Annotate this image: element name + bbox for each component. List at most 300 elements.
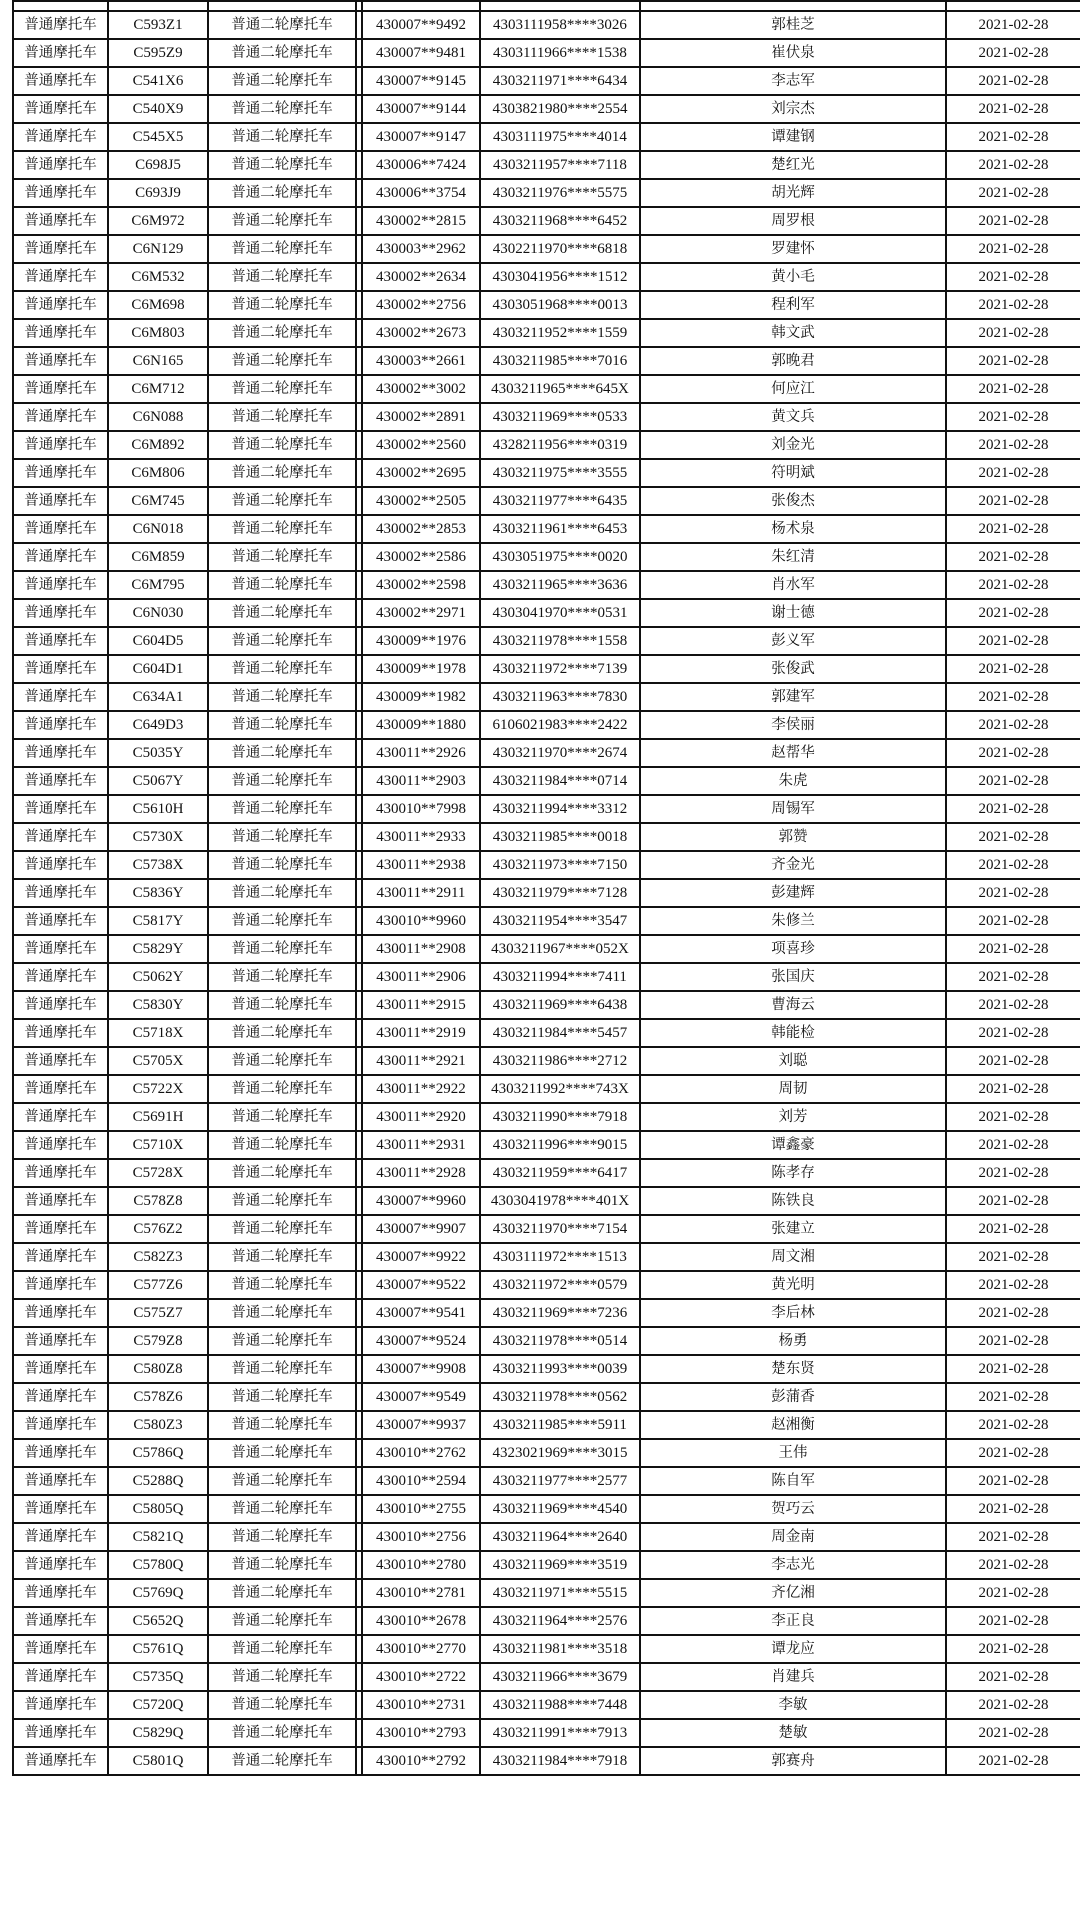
table-row (13, 851, 1080, 879)
owner-name-cell: 张俊武 (640, 655, 946, 683)
vehicle-type-cell: 普通摩托车 (13, 1719, 108, 1747)
plate-cell: C5761Q (108, 1635, 208, 1663)
vehicle-type-cell: 普通摩托车 (13, 739, 108, 767)
cert-number-cell: 430002**2586 (362, 543, 480, 571)
id-number-cell: 4303211978****0562 (480, 1383, 640, 1411)
cert-number-cell: 430007**9147 (362, 123, 480, 151)
cert-number-cell: 430002**3002 (362, 375, 480, 403)
table-row (13, 907, 1080, 935)
cert-number-cell: 430007**9524 (362, 1327, 480, 1355)
owner-name-cell: 谭建钢 (640, 123, 946, 151)
table-row (13, 1159, 1080, 1187)
owner-name-cell: 刘宗杰 (640, 95, 946, 123)
id-number-cell: 4303211966****3679 (480, 1663, 640, 1691)
vehicle-class-cell: 普通二轮摩托车 (208, 1467, 356, 1495)
owner-name-cell: 彭蒲香 (640, 1383, 946, 1411)
date-cell: 2021-02-28 (946, 935, 1080, 963)
vehicle-class-cell: 普通二轮摩托车 (208, 95, 356, 123)
plate-cell: C6N129 (108, 235, 208, 263)
plate-cell: C6M698 (108, 291, 208, 319)
plate-cell: C5821Q (108, 1523, 208, 1551)
date-cell: 2021-02-28 (946, 319, 1080, 347)
date-cell: 2021-02-28 (946, 11, 1080, 39)
vehicle-type-cell: 普通摩托车 (13, 1495, 108, 1523)
id-number-cell: 4303211985****0018 (480, 823, 640, 851)
table-row (13, 1607, 1080, 1635)
cert-number-cell: 430011**2919 (362, 1019, 480, 1047)
id-number-cell: 4303211991****7913 (480, 1719, 640, 1747)
vehicle-class-cell: 普通二轮摩托车 (208, 431, 356, 459)
vehicle-class-cell: 普通二轮摩托车 (208, 1075, 356, 1103)
owner-name-cell: 刘聪 (640, 1047, 946, 1075)
owner-name-cell: 韩文武 (640, 319, 946, 347)
date-cell: 2021-02-28 (946, 683, 1080, 711)
id-number-cell: 4303821980****2554 (480, 95, 640, 123)
id-number-cell: 4303211969****7236 (480, 1299, 640, 1327)
id-number-cell: 4303051968****0013 (480, 291, 640, 319)
id-number-cell: 4303211964****2640 (480, 1523, 640, 1551)
vehicle-class-cell: 普通二轮摩托车 (208, 123, 356, 151)
date-cell: 2021-02-28 (946, 179, 1080, 207)
cert-number-cell: 430002**2673 (362, 319, 480, 347)
cert-number-cell: 430007**9522 (362, 1271, 480, 1299)
id-number-cell: 4303211979****7128 (480, 879, 640, 907)
vehicle-class-cell: 普通二轮摩托车 (208, 739, 356, 767)
id-number-cell: 4303211957****7118 (480, 151, 640, 179)
table-row (13, 207, 1080, 235)
plate-cell: C5728X (108, 1159, 208, 1187)
date-cell: 2021-02-28 (946, 515, 1080, 543)
vehicle-class-cell: 普通二轮摩托车 (208, 235, 356, 263)
owner-name-cell: 刘芳 (640, 1103, 946, 1131)
plate-cell: C5801Q (108, 1747, 208, 1775)
cert-number-cell: 430007**9937 (362, 1411, 480, 1439)
plate-cell: C5817Y (108, 907, 208, 935)
owner-name-cell: 符明斌 (640, 459, 946, 487)
plate-cell: C5830Y (108, 991, 208, 1019)
id-number-cell: 4303211963****7830 (480, 683, 640, 711)
date-cell: 2021-02-28 (946, 487, 1080, 515)
plate-cell: C5705X (108, 1047, 208, 1075)
plate-cell: C6M803 (108, 319, 208, 347)
cert-number-cell: 430011**2933 (362, 823, 480, 851)
id-number-cell: 4303211971****5515 (480, 1579, 640, 1607)
vehicle-class-cell: 普通二轮摩托车 (208, 1719, 356, 1747)
date-cell: 2021-02-28 (946, 1019, 1080, 1047)
vehicle-type-cell: 普通摩托车 (13, 1747, 108, 1775)
owner-name-cell: 朱虎 (640, 767, 946, 795)
cert-number-cell: 430002**2695 (362, 459, 480, 487)
cert-number-cell: 430003**2962 (362, 235, 480, 263)
vehicle-class-cell: 普通二轮摩托车 (208, 543, 356, 571)
plate-cell: C6M859 (108, 543, 208, 571)
vehicle-class-cell: 普通二轮摩托车 (208, 1635, 356, 1663)
id-number-cell: 4303211986****2712 (480, 1047, 640, 1075)
owner-name-cell: 肖水军 (640, 571, 946, 599)
cert-number-cell: 430011**2926 (362, 739, 480, 767)
vehicle-type-cell: 普通摩托车 (13, 711, 108, 739)
date-cell: 2021-02-28 (946, 711, 1080, 739)
date-cell: 2021-02-28 (946, 235, 1080, 263)
id-number-cell: 4303111972****1513 (480, 1243, 640, 1271)
plate-cell: C5710X (108, 1131, 208, 1159)
plate-cell: C634A1 (108, 683, 208, 711)
cert-number-cell: 430009**1978 (362, 655, 480, 683)
vehicle-class-cell: 普通二轮摩托车 (208, 1579, 356, 1607)
date-cell: 2021-02-28 (946, 879, 1080, 907)
cert-number-cell: 430007**9145 (362, 67, 480, 95)
date-cell: 2021-02-28 (946, 1467, 1080, 1495)
owner-name-cell: 周罗根 (640, 207, 946, 235)
cert-number-cell: 430011**2903 (362, 767, 480, 795)
vehicle-type-cell: 普通摩托车 (13, 375, 108, 403)
vehicle-class-cell: 普通二轮摩托车 (208, 1523, 356, 1551)
vehicle-class-cell: 普通二轮摩托车 (208, 67, 356, 95)
table-row (13, 1523, 1080, 1551)
vehicle-class-cell: 普通二轮摩托车 (208, 179, 356, 207)
date-cell: 2021-02-28 (946, 599, 1080, 627)
owner-name-cell: 周韧 (640, 1075, 946, 1103)
date-cell: 2021-02-28 (946, 1159, 1080, 1187)
cert-number-cell: 430011**2908 (362, 935, 480, 963)
table-row (13, 1495, 1080, 1523)
id-number-cell: 4303211959****6417 (480, 1159, 640, 1187)
plate-cell: C5062Y (108, 963, 208, 991)
owner-name-cell: 胡光辉 (640, 179, 946, 207)
cert-number-cell: 430011**2928 (362, 1159, 480, 1187)
id-number-cell: 4303211977****6435 (480, 487, 640, 515)
table-row (13, 235, 1080, 263)
vehicle-class-cell: 普通二轮摩托车 (208, 319, 356, 347)
cert-number-cell: 430010**2756 (362, 1523, 480, 1551)
id-number-cell: 4323021969****3015 (480, 1439, 640, 1467)
owner-name-cell: 李侯丽 (640, 711, 946, 739)
table-row (13, 655, 1080, 683)
table-row (13, 67, 1080, 95)
vehicle-type-cell: 普通摩托车 (13, 1271, 108, 1299)
id-number-cell: 4303211994****3312 (480, 795, 640, 823)
plate-cell: C545X5 (108, 123, 208, 151)
vehicle-type-cell: 普通摩托车 (13, 319, 108, 347)
vehicle-type-cell: 普通摩托车 (13, 1299, 108, 1327)
vehicle-class-cell: 普通二轮摩托车 (208, 1243, 356, 1271)
table-row (13, 263, 1080, 291)
table-row (13, 935, 1080, 963)
cert-number-cell: 430002**2891 (362, 403, 480, 431)
owner-name-cell: 周金南 (640, 1523, 946, 1551)
table-row (13, 1355, 1080, 1383)
vehicle-class-cell: 普通二轮摩托车 (208, 515, 356, 543)
date-cell: 2021-02-28 (946, 1747, 1080, 1775)
vehicle-class-cell: 普通二轮摩托车 (208, 1607, 356, 1635)
vehicle-class-cell: 普通二轮摩托车 (208, 1383, 356, 1411)
plate-cell: C593Z1 (108, 11, 208, 39)
table-row (13, 1691, 1080, 1719)
cert-number-cell: 430002**2815 (362, 207, 480, 235)
owner-name-cell: 黄文兵 (640, 403, 946, 431)
vehicle-class-cell: 普通二轮摩托车 (208, 1411, 356, 1439)
id-number-cell: 4303211970****2674 (480, 739, 640, 767)
plate-cell: C5829Y (108, 935, 208, 963)
vehicle-class-cell: 普通二轮摩托车 (208, 11, 356, 39)
date-cell: 2021-02-28 (946, 1355, 1080, 1383)
cert-number-cell: 430002**2853 (362, 515, 480, 543)
owner-name-cell: 杨勇 (640, 1327, 946, 1355)
cert-number-cell: 430010**2780 (362, 1551, 480, 1579)
id-number-cell: 4303211971****6434 (480, 67, 640, 95)
date-cell: 2021-02-28 (946, 655, 1080, 683)
table-row (13, 1747, 1080, 1775)
id-number-cell: 4303211975****3555 (480, 459, 640, 487)
plate-cell: C649D3 (108, 711, 208, 739)
owner-name-cell: 何应江 (640, 375, 946, 403)
date-cell: 2021-02-28 (946, 1327, 1080, 1355)
table-row (13, 1243, 1080, 1271)
owner-name-cell: 郭晚君 (640, 347, 946, 375)
id-number-cell: 4303211992****743X (480, 1075, 640, 1103)
vehicle-class-cell: 普通二轮摩托车 (208, 963, 356, 991)
date-cell: 2021-02-28 (946, 991, 1080, 1019)
cert-number-cell: 430006**7424 (362, 151, 480, 179)
owner-name-cell: 陈孝存 (640, 1159, 946, 1187)
cert-number-cell: 430011**2920 (362, 1103, 480, 1131)
table-row (13, 963, 1080, 991)
date-cell: 2021-02-28 (946, 67, 1080, 95)
date-cell: 2021-02-28 (946, 1075, 1080, 1103)
vehicle-type-cell: 普通摩托车 (13, 1635, 108, 1663)
date-cell: 2021-02-28 (946, 207, 1080, 235)
owner-name-cell: 李正良 (640, 1607, 946, 1635)
plate-cell: C578Z6 (108, 1383, 208, 1411)
id-number-cell: 4303211977****2577 (480, 1467, 640, 1495)
vehicle-type-cell: 普通摩托车 (13, 1215, 108, 1243)
cert-number-cell: 430010**2781 (362, 1579, 480, 1607)
cert-number-cell: 430002**2756 (362, 291, 480, 319)
id-number-cell: 4303041978****401X (480, 1187, 640, 1215)
vehicle-class-cell: 普通二轮摩托车 (208, 263, 356, 291)
table-row (13, 571, 1080, 599)
vehicle-class-cell: 普通二轮摩托车 (208, 1691, 356, 1719)
owner-name-cell: 陈铁良 (640, 1187, 946, 1215)
vehicle-type-cell: 普通摩托车 (13, 991, 108, 1019)
vehicle-type-cell: 普通摩托车 (13, 1439, 108, 1467)
vehicle-type-cell: 普通摩托车 (13, 963, 108, 991)
plate-cell: C582Z3 (108, 1243, 208, 1271)
plate-cell: C575Z7 (108, 1299, 208, 1327)
vehicle-class-cell: 普通二轮摩托车 (208, 1187, 356, 1215)
vehicle-class-cell: 普通二轮摩托车 (208, 1327, 356, 1355)
vehicle-type-cell: 普通摩托车 (13, 1187, 108, 1215)
date-cell: 2021-02-28 (946, 1243, 1080, 1271)
id-number-cell: 4303041970****0531 (480, 599, 640, 627)
owner-name-cell: 谭龙应 (640, 1635, 946, 1663)
date-cell: 2021-02-28 (946, 1439, 1080, 1467)
date-cell: 2021-02-28 (946, 543, 1080, 571)
table-row (13, 683, 1080, 711)
vehicle-type-cell: 普通摩托车 (13, 95, 108, 123)
vehicle-type-cell: 普通摩托车 (13, 1691, 108, 1719)
vehicle-class-cell: 普通二轮摩托车 (208, 879, 356, 907)
date-cell: 2021-02-28 (946, 963, 1080, 991)
table-row (13, 823, 1080, 851)
plate-cell: C5730X (108, 823, 208, 851)
table-body (13, 1, 1080, 1775)
owner-name-cell: 黄光明 (640, 1271, 946, 1299)
cert-number-cell: 430010**2755 (362, 1495, 480, 1523)
vehicle-type-cell: 普通摩托车 (13, 235, 108, 263)
plate-cell: C595Z9 (108, 39, 208, 67)
plate-cell: C5722X (108, 1075, 208, 1103)
cert-number-cell: 430007**9549 (362, 1383, 480, 1411)
id-number-cell: 4303211973****7150 (480, 851, 640, 879)
owner-name-cell: 赵湘衡 (640, 1411, 946, 1439)
table-row (13, 1579, 1080, 1607)
id-number-cell: 4303211965****645X (480, 375, 640, 403)
owner-name-cell: 赵帮华 (640, 739, 946, 767)
vehicle-type-cell: 普通摩托车 (13, 39, 108, 67)
cert-number-cell: 430011**2931 (362, 1131, 480, 1159)
vehicle-class-cell: 普通二轮摩托车 (208, 1551, 356, 1579)
table-row (13, 1383, 1080, 1411)
table-row (13, 1215, 1080, 1243)
vehicle-type-cell: 普通摩托车 (13, 151, 108, 179)
cert-number-cell: 430002**2560 (362, 431, 480, 459)
vehicle-class-cell: 普通二轮摩托车 (208, 683, 356, 711)
owner-name-cell: 齐亿湘 (640, 1579, 946, 1607)
table-top-stub (13, 1, 1080, 11)
id-number-cell: 4303211993****0039 (480, 1355, 640, 1383)
table-row (13, 1411, 1080, 1439)
cert-number-cell: 430009**1982 (362, 683, 480, 711)
date-cell: 2021-02-28 (946, 795, 1080, 823)
id-number-cell: 4303211969****4540 (480, 1495, 640, 1523)
vehicle-type-cell: 普通摩托车 (13, 1103, 108, 1131)
owner-name-cell: 王伟 (640, 1439, 946, 1467)
plate-cell: C578Z8 (108, 1187, 208, 1215)
date-cell: 2021-02-28 (946, 1691, 1080, 1719)
id-number-cell: 4303041956****1512 (480, 263, 640, 291)
vehicle-type-cell: 普通摩托车 (13, 1047, 108, 1075)
table-row (13, 1187, 1080, 1215)
vehicle-type-cell: 普通摩托车 (13, 1131, 108, 1159)
vehicle-class-cell: 普通二轮摩托车 (208, 375, 356, 403)
cert-number-cell: 430010**2792 (362, 1747, 480, 1775)
vehicle-type-cell: 普通摩托车 (13, 599, 108, 627)
vehicle-class-cell: 普通二轮摩托车 (208, 767, 356, 795)
vehicle-type-cell: 普通摩托车 (13, 1355, 108, 1383)
plate-cell: C5718X (108, 1019, 208, 1047)
vehicle-type-cell: 普通摩托车 (13, 1467, 108, 1495)
id-number-cell: 4303211972****7139 (480, 655, 640, 683)
vehicle-class-cell: 普通二轮摩托车 (208, 1103, 356, 1131)
table-row (13, 347, 1080, 375)
vehicle-class-cell: 普通二轮摩托车 (208, 1131, 356, 1159)
date-cell: 2021-02-28 (946, 627, 1080, 655)
id-number-cell: 4303211981****3518 (480, 1635, 640, 1663)
date-cell: 2021-02-28 (946, 1635, 1080, 1663)
vehicle-class-cell: 普通二轮摩托车 (208, 39, 356, 67)
date-cell: 2021-02-28 (946, 403, 1080, 431)
cert-number-cell: 430011**2915 (362, 991, 480, 1019)
plate-cell: C6M972 (108, 207, 208, 235)
cert-number-cell: 430010**2594 (362, 1467, 480, 1495)
plate-cell: C5691H (108, 1103, 208, 1131)
date-cell: 2021-02-28 (946, 739, 1080, 767)
vehicle-type-cell: 普通摩托车 (13, 67, 108, 95)
owner-name-cell: 贺巧云 (640, 1495, 946, 1523)
vehicle-class-cell: 普通二轮摩托车 (208, 711, 356, 739)
table-row (13, 319, 1080, 347)
vehicle-type-cell: 普通摩托车 (13, 1327, 108, 1355)
owner-name-cell: 杨术泉 (640, 515, 946, 543)
owner-name-cell: 张建立 (640, 1215, 946, 1243)
table-row (13, 95, 1080, 123)
vehicle-type-cell: 普通摩托车 (13, 459, 108, 487)
vehicle-type-cell: 普通摩托车 (13, 123, 108, 151)
vehicle-type-cell: 普通摩托车 (13, 347, 108, 375)
vehicle-type-cell: 普通摩托车 (13, 1551, 108, 1579)
owner-name-cell: 楚敏 (640, 1719, 946, 1747)
owner-name-cell: 项喜珍 (640, 935, 946, 963)
table-row (13, 795, 1080, 823)
plate-cell: C5780Q (108, 1551, 208, 1579)
table-row (13, 1635, 1080, 1663)
vehicle-type-cell: 普通摩托车 (13, 1075, 108, 1103)
vehicle-class-cell: 普通二轮摩托车 (208, 1019, 356, 1047)
owner-name-cell: 楚东贤 (640, 1355, 946, 1383)
vehicle-type-cell: 普通摩托车 (13, 403, 108, 431)
table-row (13, 599, 1080, 627)
owner-name-cell: 朱修兰 (640, 907, 946, 935)
table-row (13, 1103, 1080, 1131)
cert-number-cell: 430007**9144 (362, 95, 480, 123)
id-number-cell: 4328211956****0319 (480, 431, 640, 459)
cert-number-cell: 430010**2762 (362, 1439, 480, 1467)
cert-number-cell: 430009**1976 (362, 627, 480, 655)
vehicle-class-cell: 普通二轮摩托车 (208, 1047, 356, 1075)
cert-number-cell: 430007**9481 (362, 39, 480, 67)
vehicle-type-cell: 普通摩托车 (13, 431, 108, 459)
vehicle-class-cell: 普通二轮摩托车 (208, 151, 356, 179)
cert-number-cell: 430010**9960 (362, 907, 480, 935)
vehicle-class-cell: 普通二轮摩托车 (208, 571, 356, 599)
owner-name-cell: 郭赛舟 (640, 1747, 946, 1775)
table-row (13, 1019, 1080, 1047)
plate-cell: C576Z2 (108, 1215, 208, 1243)
cert-number-cell: 430010**7998 (362, 795, 480, 823)
table-row (13, 1075, 1080, 1103)
vehicle-type-cell: 普通摩托车 (13, 1411, 108, 1439)
vehicle-class-cell: 普通二轮摩托车 (208, 823, 356, 851)
owner-name-cell: 刘金光 (640, 431, 946, 459)
date-cell: 2021-02-28 (946, 1607, 1080, 1635)
vehicle-type-cell: 普通摩托车 (13, 1243, 108, 1271)
plate-cell: C5786Q (108, 1439, 208, 1467)
date-cell: 2021-02-28 (946, 1579, 1080, 1607)
date-cell: 2021-02-28 (946, 39, 1080, 67)
table-row (13, 39, 1080, 67)
registration-table (12, 0, 1080, 1776)
id-number-cell: 4303211970****7154 (480, 1215, 640, 1243)
cert-number-cell: 430011**2911 (362, 879, 480, 907)
date-cell: 2021-02-28 (946, 907, 1080, 935)
id-number-cell: 4303211988****7448 (480, 1691, 640, 1719)
cert-number-cell: 430010**2722 (362, 1663, 480, 1691)
plate-cell: C5735Q (108, 1663, 208, 1691)
plate-cell: C6N030 (108, 599, 208, 627)
date-cell: 2021-02-28 (946, 1411, 1080, 1439)
plate-cell: C6M806 (108, 459, 208, 487)
